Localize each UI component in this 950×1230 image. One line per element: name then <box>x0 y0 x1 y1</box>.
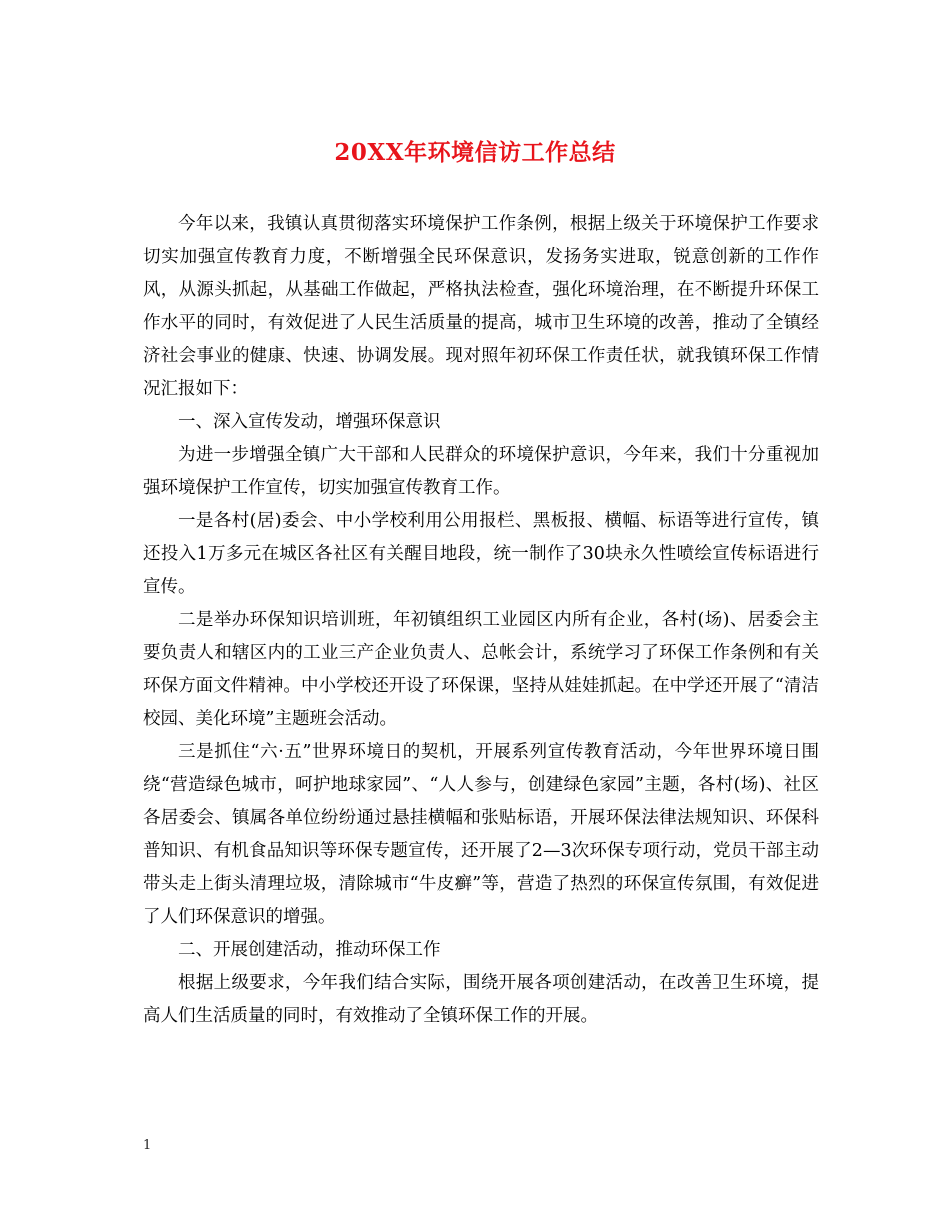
paragraph: 三是抓住“六·五”世界环境日的契机，开展系列宣传教育活动，今年世界环境日围绕“营造绿色城市，呵护地球家园”、“人人参与，创建绿色家园”主题，各村(场)、社区各居委会、镇属各单位纷纷通过悬挂横幅和张贴标语，开展环保法律法规知识、环保科普知识、有机食品知识等环保专题宣传，还开展了2—3次环保专项行动，党员干部主动带头走上街头清理垃圾，清除城市“牛皮癣”等，营造了热烈的环保宣传氛围，有效促进了人们环保意识的增强。 <box>143 742 819 927</box>
paragraph-intro: 今年以来，我镇认真贯彻落实环境保护工作条例，根据上级关于环境保护工作要求切实加强宣传教育力度，不断增强全民环保意识，发扬务实进取，锐意创新的工作作风，从源头抓起，从基础工作做起，严格执法检查，强化环境治理，在不断提升环保工作水平的同时，有效促进了人民生活质量的提高，城市卫生环境的改善，推动了全镇经济社会事业的健康、快速、协调发展。现对照年初环保工作责任状，就我镇环保工作情况汇报如下： <box>143 214 819 399</box>
paragraph: 根据上级要求，今年我们结合实际，围绕开展各项创建活动，在改善卫生环境，提高人们生活质量的同时，有效推动了全镇环保工作的开展。 <box>143 973 819 1026</box>
document-body <box>143 208 819 1033</box>
section-heading-1: 一、深入宣传发动，增强环保意识 <box>178 412 441 432</box>
paragraph: 二是举办环保知识培训班，年初镇组织工业园区内所有企业，各村(场)、居委会主要负责人和辖区内的工业三产企业负责人、总帐会计，系统学习了环保工作条例和有关环保方面文件精神。中小学校还开设了环保课，坚持从娃娃抓起。在中学还开展了“清洁校园、美化环境”主题班会活动。 <box>143 610 819 729</box>
document-title: 20XX年环境信访工作总结 <box>334 139 616 166</box>
page-number: 1 <box>143 1138 152 1153</box>
paragraph: 一是各村(居)委会、中小学校利用公用报栏、黑板报、横幅、标语等进行宣传，镇还投入1万多元在城区各社区有关醒目地段，统一制作了30块永久性喷绘宣传标语进行宣传。 <box>143 511 819 597</box>
section-heading-2: 二、开展创建活动，推动环保工作 <box>178 940 441 960</box>
paragraph: 为进一步增强全镇广大干部和人民群众的环境保护意识，今年来，我们十分重视加强环境保护工作宣传，切实加强宣传教育工作。 <box>143 445 819 498</box>
